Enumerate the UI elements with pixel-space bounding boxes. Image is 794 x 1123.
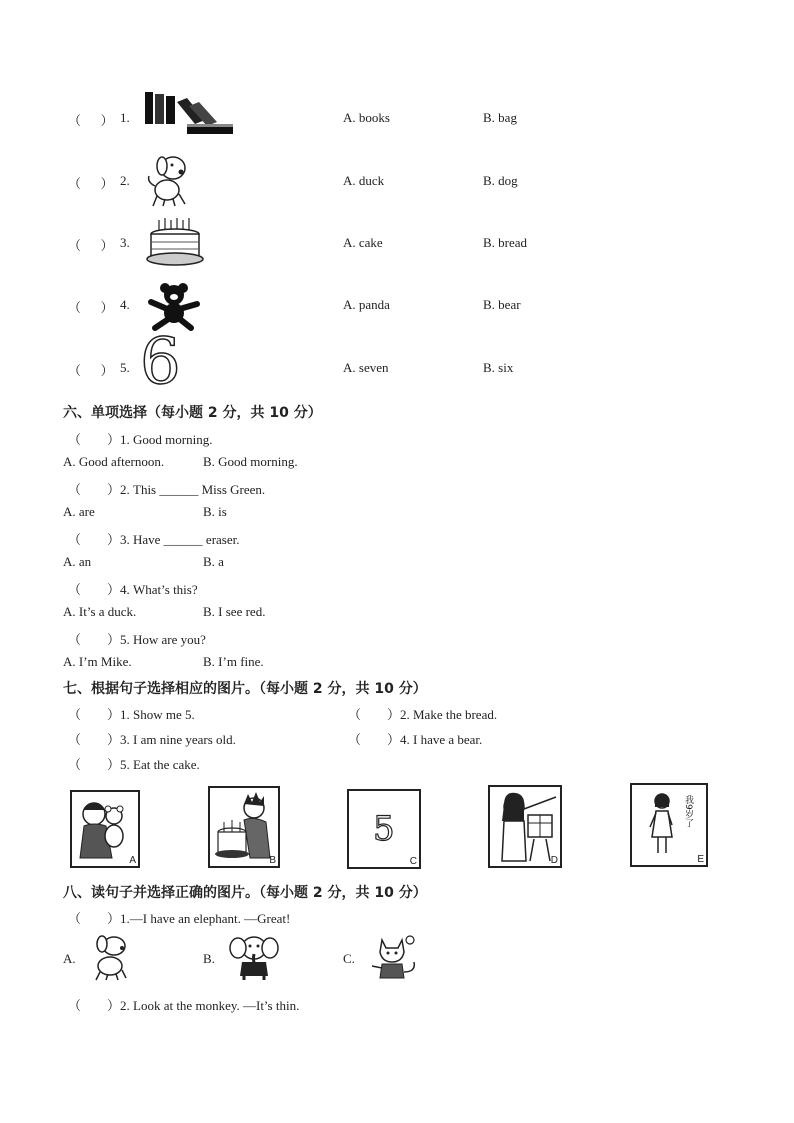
question: （ ）1.—I have an elephant. —Great! bbox=[68, 911, 291, 926]
picture-b[interactable] bbox=[208, 786, 280, 868]
girl-baking-icon bbox=[490, 787, 560, 866]
picture-c[interactable] bbox=[347, 789, 421, 869]
picture-letter: A bbox=[129, 855, 136, 866]
item-number: 5. bbox=[120, 360, 130, 375]
option-b[interactable]: B. is bbox=[203, 504, 227, 519]
option-a[interactable]: A. cake bbox=[343, 235, 383, 250]
section-title: 八、读句子并选择正确的图片。（每小题 2 分，共 10 分） bbox=[63, 885, 427, 901]
picture-letter: E bbox=[697, 854, 704, 865]
elephant-icon[interactable] bbox=[226, 932, 282, 982]
cake-picture bbox=[145, 216, 205, 268]
item-number: 3. bbox=[120, 235, 130, 250]
option-a[interactable]: A. It’s a duck. bbox=[63, 604, 137, 619]
sentence: （ ）2. Make the bread. bbox=[348, 707, 498, 722]
option-b[interactable]: B. bear bbox=[483, 297, 521, 312]
picture-e[interactable] bbox=[630, 783, 708, 867]
option-b[interactable]: B. six bbox=[483, 360, 514, 375]
option-b[interactable]: B. I’m fine. bbox=[203, 654, 264, 669]
dog-picture bbox=[145, 152, 191, 208]
cat-icon[interactable] bbox=[368, 932, 420, 984]
answer-paren[interactable]: （ ） bbox=[68, 363, 114, 378]
sentence: （ ）1. Show me 5. bbox=[68, 707, 195, 722]
dog-icon[interactable] bbox=[88, 932, 132, 982]
option-a[interactable]: A. duck bbox=[343, 173, 385, 188]
option-a[interactable]: A. books bbox=[343, 110, 390, 125]
question: （ ）1. Good morning. bbox=[68, 432, 213, 447]
option-label[interactable]: C. bbox=[343, 951, 355, 966]
option-b[interactable]: B. bread bbox=[483, 235, 528, 250]
answer-paren[interactable]: （ ） bbox=[68, 300, 114, 315]
option-a[interactable]: A. panda bbox=[343, 297, 390, 312]
speech-caption: 我9岁了 bbox=[683, 795, 693, 828]
girl-with-bear-icon bbox=[72, 792, 138, 866]
item-number: 2. bbox=[120, 173, 130, 188]
section-title: 六、单项选择（每小题 2 分，共 10 分） bbox=[63, 405, 322, 421]
option-label[interactable]: B. bbox=[203, 951, 215, 966]
picture-letter: C bbox=[409, 856, 417, 867]
picture-a[interactable] bbox=[70, 790, 140, 868]
section-title: 七、根据句子选择相应的图片。（每小题 2 分，共 10 分） bbox=[63, 681, 427, 697]
item-number: 4. bbox=[120, 297, 130, 312]
question: （ ）2. Look at the monkey. —It’s thin. bbox=[68, 998, 300, 1013]
number-six-picture: 6 bbox=[140, 325, 181, 399]
question: （ ）5. How are you? bbox=[68, 632, 206, 647]
question: （ ）2. This ______ Miss Green. bbox=[68, 482, 266, 497]
option-a[interactable]: A. Good afternoon. bbox=[63, 454, 165, 469]
item-number: 1. bbox=[120, 110, 130, 125]
picture-letter: B bbox=[269, 855, 276, 866]
boy-with-cake-icon bbox=[210, 788, 278, 866]
answer-paren[interactable]: （ ） bbox=[68, 113, 114, 128]
option-a[interactable]: A. I’m Mike. bbox=[63, 654, 132, 669]
option-b[interactable]: B. Good morning. bbox=[203, 454, 298, 469]
picture-letter: D bbox=[550, 855, 558, 866]
option-b[interactable]: B. I see red. bbox=[203, 604, 266, 619]
option-b[interactable]: B. bag bbox=[483, 110, 517, 125]
books-picture bbox=[143, 90, 235, 140]
question: （ ）4. What’s this? bbox=[68, 582, 198, 597]
question: （ ）3. Have ______ eraser. bbox=[68, 532, 240, 547]
option-a[interactable]: A. an bbox=[63, 554, 92, 569]
option-a[interactable]: A. seven bbox=[343, 360, 389, 375]
sentence: （ ）5. Eat the cake. bbox=[68, 757, 200, 772]
sentence: （ ）4. I have a bear. bbox=[348, 732, 483, 747]
answer-paren[interactable]: （ ） bbox=[68, 176, 114, 191]
answer-paren[interactable]: （ ） bbox=[68, 238, 114, 253]
option-a[interactable]: A. are bbox=[63, 504, 95, 519]
option-label[interactable]: A. bbox=[63, 951, 76, 966]
option-b[interactable]: B. a bbox=[203, 554, 224, 569]
option-b[interactable]: B. dog bbox=[483, 173, 518, 188]
sentence: （ ）3. I am nine years old. bbox=[68, 732, 236, 747]
picture-d[interactable] bbox=[488, 785, 562, 868]
number-five-icon: 5 bbox=[373, 809, 395, 849]
